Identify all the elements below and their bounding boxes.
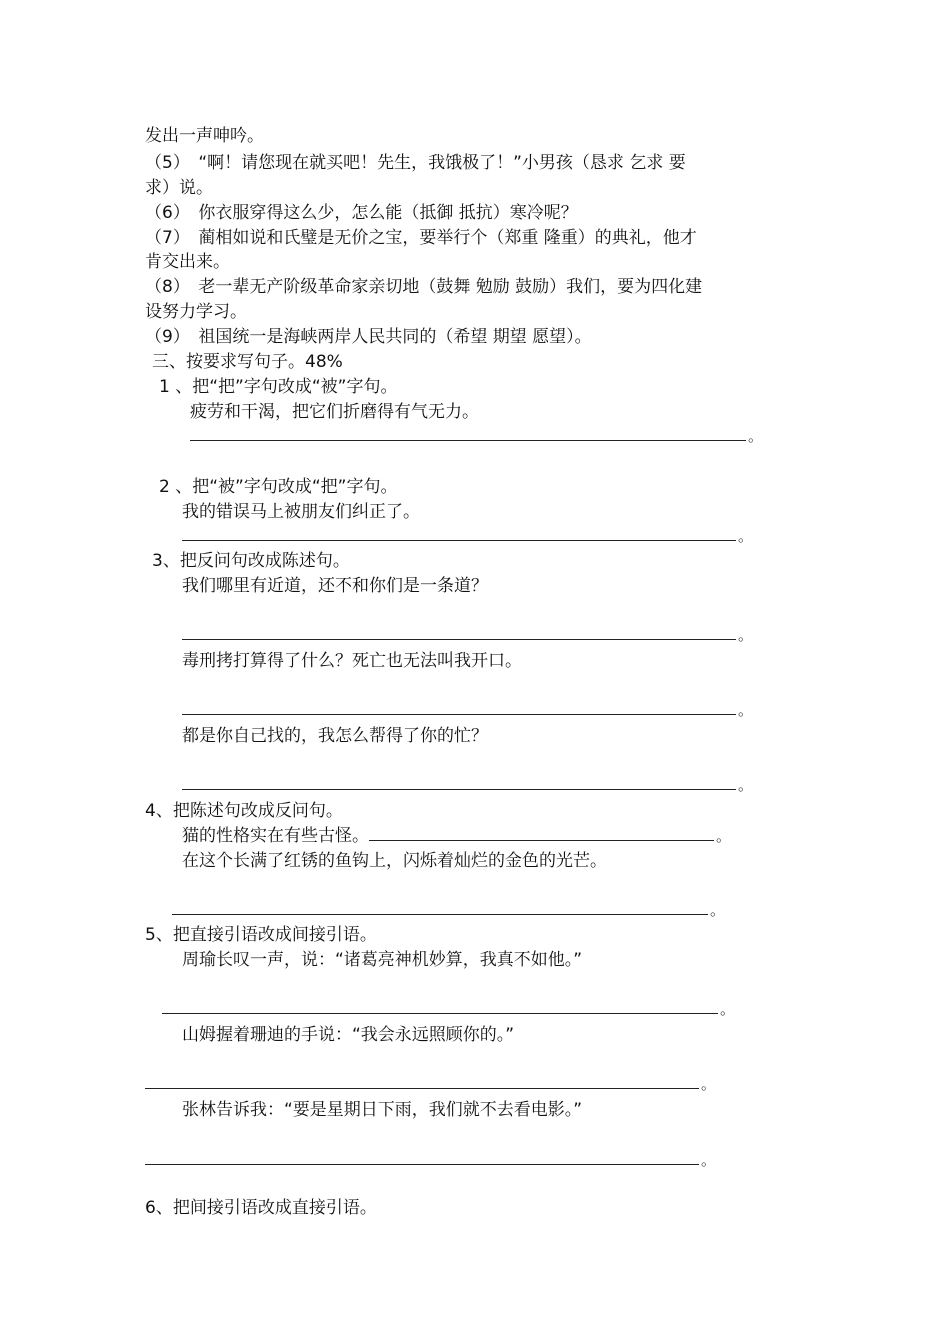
part-1-sentence: 疲劳和干渴，把它们折磨得有气无力。 — [190, 402, 479, 422]
answer-blank[interactable]: 。 — [182, 526, 753, 546]
part-2-title: 2 、把“被”字句改成“把”字句。 — [159, 477, 398, 497]
question-7-line-1: （7） 蔺相如说和氏璧是无价之宝，要举行个（郑重 隆重）的典礼，他才 — [145, 228, 697, 248]
answer-blank[interactable]: 。 — [172, 900, 725, 920]
question-8-line-2: 设努力学习。 — [145, 302, 247, 322]
part-4-sentence-1-text: 猫的性格实在有些古怪。 — [182, 826, 369, 846]
part-3-sentence-3: 都是你自己找的，我怎么帮得了你的忙？ — [182, 726, 488, 746]
question-7-line-2: 肯交出来。 — [145, 252, 230, 272]
question-9: （9） 祖国统一是海峡两岸人民共同的（希望 期望 愿望）。 — [145, 327, 592, 347]
part-4-sentence-2: 在这个长满了红锈的鱼钩上，闪烁着灿烂的金色的光芒。 — [182, 851, 607, 871]
part-4-sentence-1: 猫的性格实在有些古怪。 。 — [182, 826, 732, 846]
part-4-title: 4、把陈述句改成反问句。 — [145, 801, 343, 821]
part-3-title: 3、把反问句改成陈述句。 — [152, 551, 350, 571]
part-5-sentence-2: 山姆握着珊迪的手说：“我会永远照顾你的。” — [182, 1025, 515, 1045]
answer-blank[interactable]: 。 — [190, 426, 763, 446]
answer-blank[interactable]: 。 — [162, 999, 735, 1019]
part-3-sentence-1: 我们哪里有近道，还不和你们是一条道？ — [182, 576, 488, 596]
answer-blank[interactable]: 。 — [182, 625, 753, 645]
section-3-heading: 三、按要求写句子。48% — [152, 352, 343, 372]
question-8-line-1: （8） 老一辈无产阶级革命家亲切地（鼓舞 勉励 鼓励）我们，要为四化建 — [145, 277, 703, 297]
answer-blank[interactable]: 。 — [182, 775, 753, 795]
question-6: （6） 你衣服穿得这么少，怎么能（抵御 抵抗）寒冷呢？ — [145, 203, 578, 223]
part-5-sentence-1: 周瑜长叹一声，说：“诸葛亮神机妙算，我真不如他。” — [182, 950, 583, 970]
part-5-title: 5、把直接引语改成间接引语。 — [145, 925, 377, 945]
question-5-line-2: 求）说。 — [145, 178, 213, 198]
answer-blank[interactable]: 。 — [145, 1074, 716, 1094]
answer-blank[interactable]: 。 — [182, 700, 753, 720]
part-6-title: 6、把间接引语改成直接引语。 — [145, 1198, 377, 1218]
part-2-sentence: 我的错误马上被朋友们纠正了。 — [182, 502, 420, 522]
part-5-sentence-3: 张林告诉我：“要是星期日下雨，我们就不去看电影。” — [182, 1100, 583, 1120]
answer-blank[interactable]: 。 — [145, 1150, 716, 1170]
part-3-sentence-2: 毒刑拷打算得了什么？死亡也无法叫我开口。 — [182, 651, 522, 671]
answer-blank[interactable] — [369, 826, 714, 841]
part-1-title: 1 、把“把”字句改成“被”字句。 — [159, 377, 398, 397]
question-5-line-1: （5） “啊！请您现在就买吧！先生，我饿极了！”小男孩（恳求 乞求 要 — [145, 153, 686, 173]
continued-sentence: 发出一声呻吟。 — [145, 126, 264, 146]
